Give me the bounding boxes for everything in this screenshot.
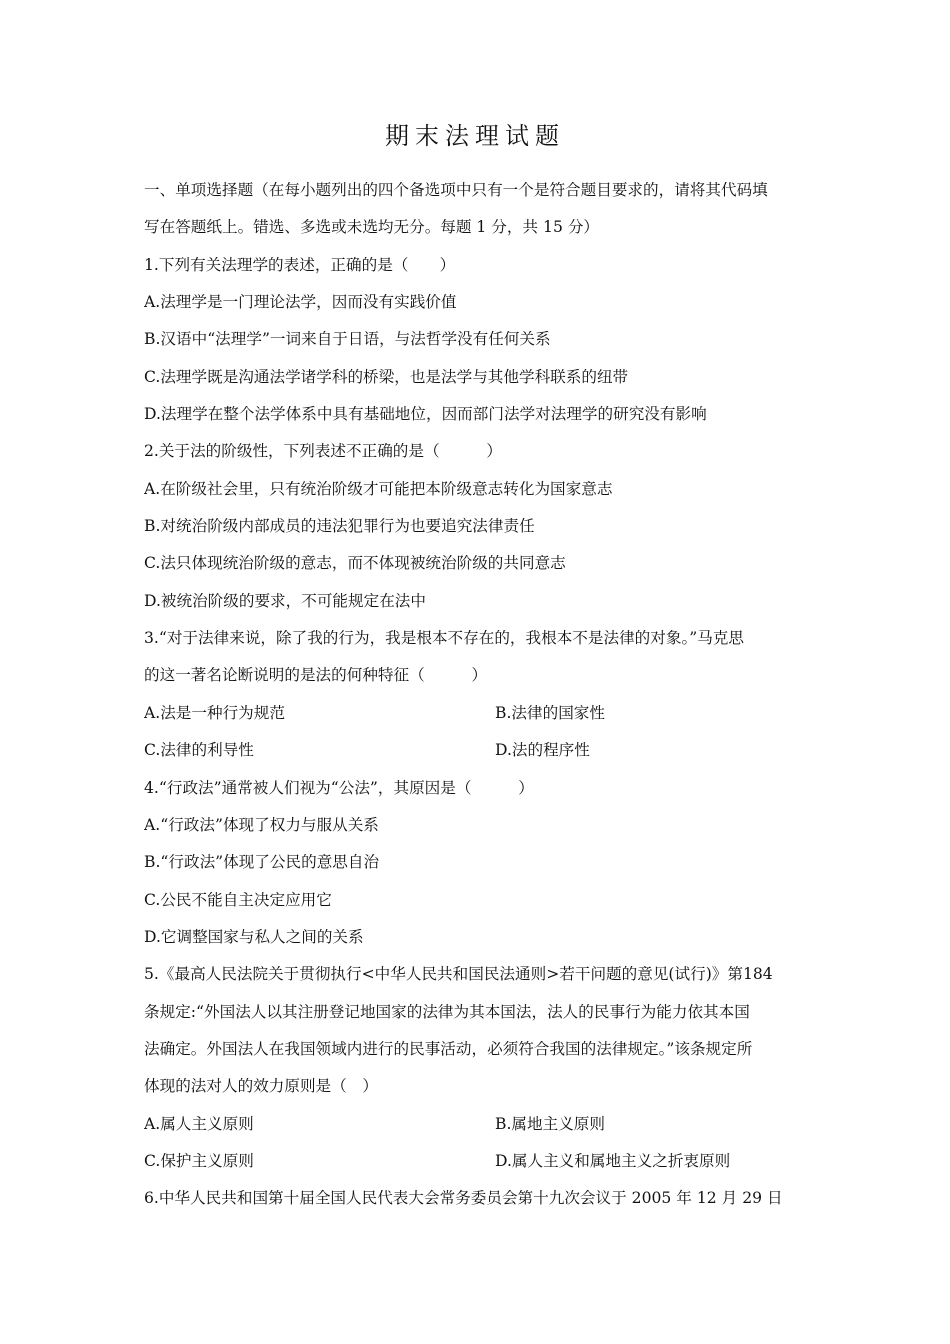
question-3-option-a: A.法是一种行为规范 — [144, 703, 285, 722]
question-4-option-c: C.公民不能自主决定应用它 — [144, 890, 332, 909]
question-1-option-d: D.法理学在整个法学体系中具有基础地位，因而部门法学对法理学的研究没有影响 — [144, 405, 707, 424]
question-4-stem: 4.“行政法”通常被人们视为“公法”，其原因是（ ） — [144, 778, 534, 797]
question-3-option-c: C.法律的利导性 — [144, 741, 254, 760]
question-4-option-d: D.它调整国家与私人之间的关系 — [144, 927, 364, 946]
question-3-options-row-1 — [144, 695, 810, 732]
question-2-option-b: B.对统治阶级内部成员的违法犯罪行为也要追究法律责任 — [144, 517, 535, 536]
question-5-options-row-2 — [144, 1143, 810, 1180]
question-list — [144, 172, 810, 1218]
question-2-option-d: D.被统治阶级的要求，不可能规定在法中 — [144, 591, 426, 610]
question-5-options-row-1 — [144, 1106, 810, 1143]
question-5-option-a: A.属人主义原则 — [144, 1114, 254, 1133]
question-1-option-b: B.汉语中“法理学”一词来自于日语，与法哲学没有任何关系 — [144, 330, 551, 349]
question-3-options-row-2 — [144, 732, 810, 769]
question-2-option-c: C.法只体现统治阶级的意志，而不体现被统治阶级的共同意志 — [144, 554, 566, 573]
question-1-option-a: A.法理学是一门理论法学，因而没有实践价值 — [144, 293, 457, 312]
question-4-option-b: B.“行政法”体现了公民的意思自治 — [144, 853, 380, 872]
question-2-option-a: A.在阶级社会里，只有统治阶级才可能把本阶级意志转化为国家意志 — [144, 479, 613, 498]
question-3-stem: 3.“对于法律来说，除了我的行为，我是根本不存在的，我根本不是法律的对象。”马克思 — [144, 629, 744, 648]
question-5-stem-cont-3: 体现的法对人的效力原则是（ ） — [144, 1077, 378, 1096]
question-5-option-d: D.属人主义和属地主义之折衷原则 — [495, 1151, 731, 1170]
question-3-stem-cont: 的这一著名论断说明的是法的何种特征（ ） — [144, 666, 488, 685]
question-3-option-b: B.法律的国家性 — [495, 703, 605, 722]
question-5-option-c: C.保护主义原则 — [144, 1151, 254, 1170]
question-2-stem: 2.关于法的阶级性，下列表述不正确的是（ ） — [144, 442, 502, 461]
section-instructions: 一、单项选择题（在每小题列出的四个备选项中只有一个是符合题目要求的，请将其代码填 — [144, 181, 768, 199]
question-1-stem: 1.下列有关法理学的表述，正确的是（ ） — [144, 255, 456, 274]
question-5-stem: 5.《最高人民法院关于贯彻执行<中华人民共和国民法通则>若干问题的意见(试行)》第184 — [144, 965, 773, 984]
question-4-option-a: A.“行政法”体现了权力与服从关系 — [144, 815, 379, 834]
question-6-stem: 6.中华人民共和国第十届全国人民代表大会常务委员会第十九次会议于 2005 年 12 月 29 日 — [144, 1189, 783, 1208]
page-title: 期末法理试题 — [385, 122, 565, 150]
question-1-option-c: C.法理学既是沟通法学诸学科的桥梁，也是法学与其他学科联系的纽带 — [144, 367, 629, 386]
section-instructions-cont: 写在答题纸上。错选、多选或未选均无分。每题 1 分，共 15 分） — [144, 218, 600, 237]
question-5-stem-cont-1: 条规定:“外国法人以其注册登记地国家的法律为其本国法，法人的民事行为能力依其本国 — [144, 1002, 750, 1021]
question-5-stem-cont-2: 法确定。外国法人在我国领域内进行的民事活动，必须符合我国的法律规定。”该条规定所 — [144, 1039, 753, 1058]
question-5-option-b: B.属地主义原则 — [495, 1114, 605, 1133]
question-3-option-d: D.法的程序性 — [495, 741, 590, 760]
